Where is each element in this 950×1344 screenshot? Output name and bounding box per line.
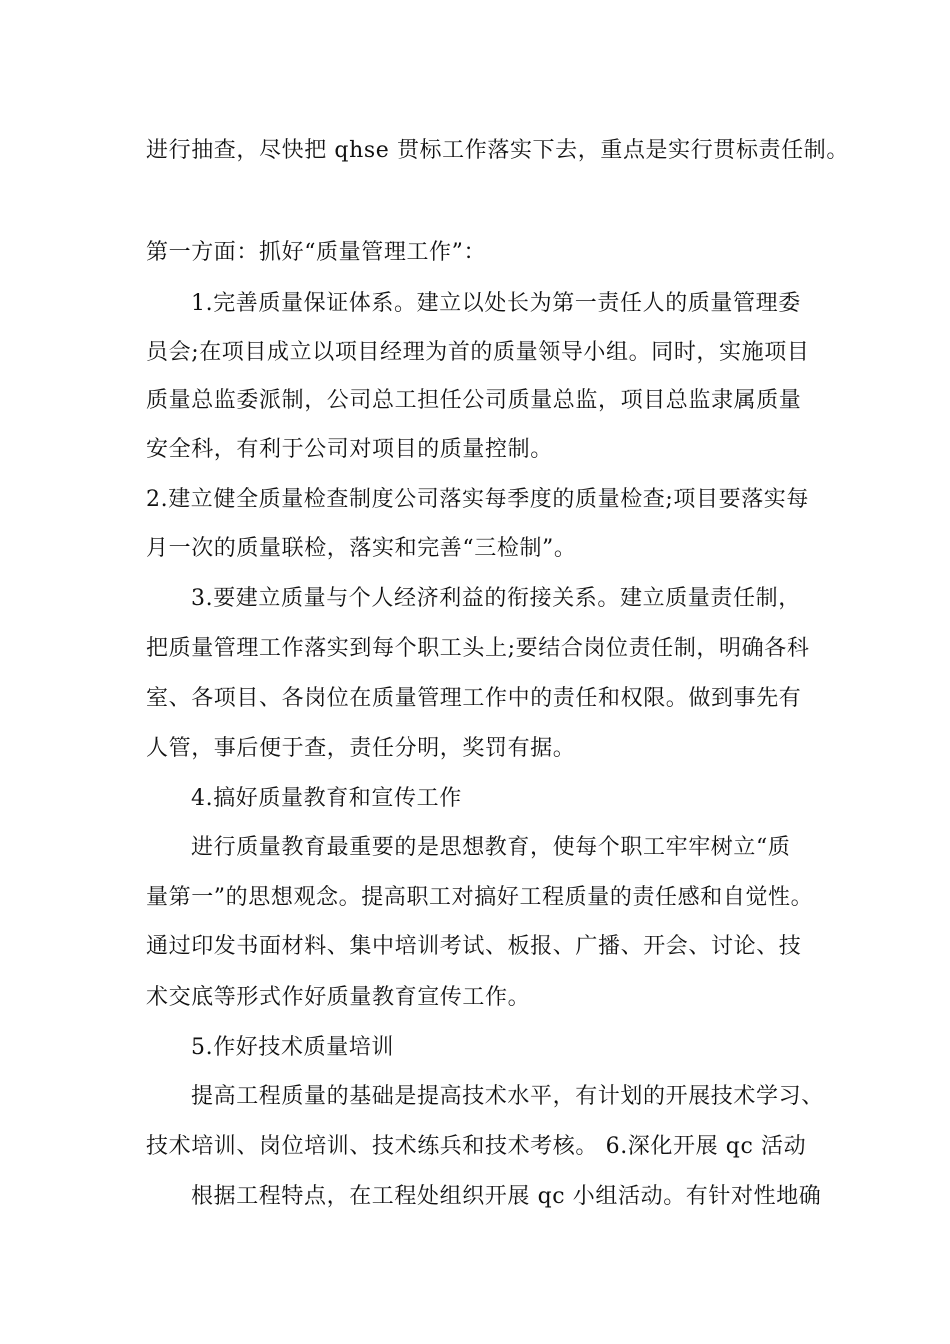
text-line: 1.完善质量保证体系。建立以处长为第一责任人的质量管理委	[191, 291, 801, 316]
section-heading: 第一方面：抓好“质量管理工作”：	[146, 240, 487, 265]
text-line: 室、各项目、各岗位在质量管理工作中的责任和权限。做到事先有	[146, 686, 802, 711]
text-line: 技术培训、岗位培训、技术练兵和技术考核。 6.深化开展 qc 活动	[146, 1134, 807, 1159]
text-line: 人管，事后便于查，责任分明，奖罚有据。	[146, 736, 576, 761]
text-line: 提高工程质量的基础是提高技术水平，有计划的开展技术学习、	[191, 1084, 824, 1109]
text-line: 术交底等形式作好质量教育宣传工作。	[146, 985, 531, 1010]
text-line: 质量总监委派制，公司总工担任公司质量总监，项目总监隶属质量	[146, 388, 802, 413]
text-line: 3.要建立质量与个人经济利益的衔接关系。建立质量责任制，	[191, 586, 801, 611]
text-line: 量第一”的思想观念。提高职工对搞好工程质量的责任感和自觉性。	[146, 885, 814, 910]
text-line: 把质量管理工作落实到每个职工头上;要结合岗位责任制，明确各科	[146, 636, 810, 661]
text-line: 进行抽查，尽快把 qhse 贯标工作落实下去，重点是实行贯标责任制。	[146, 138, 849, 163]
text-line: 通过印发书面材料、集中培训考试、板报、广播、开会、讨论、技	[146, 934, 802, 959]
text-line: 安全科，有利于公司对项目的质量控制。	[146, 437, 553, 462]
text-line: 月一次的质量联检，落实和完善“三检制”。	[146, 536, 577, 561]
text-line: 根据工程特点，在工程处组织开展 qc 小组活动。有针对性地确	[191, 1184, 822, 1209]
text-line: 5.作好技术质量培训	[191, 1035, 394, 1060]
text-line: 员会;在项目成立以项目经理为首的质量领导小组。同时，实施项目	[146, 340, 810, 365]
text-line: 进行质量教育最重要的是思想教育，使每个职工牢牢树立“质	[191, 835, 791, 860]
text-line: 2.建立健全质量检查制度公司落实每季度的质量检查;项目要落实每	[146, 487, 810, 512]
text-line: 4.搞好质量教育和宣传工作	[191, 786, 462, 811]
